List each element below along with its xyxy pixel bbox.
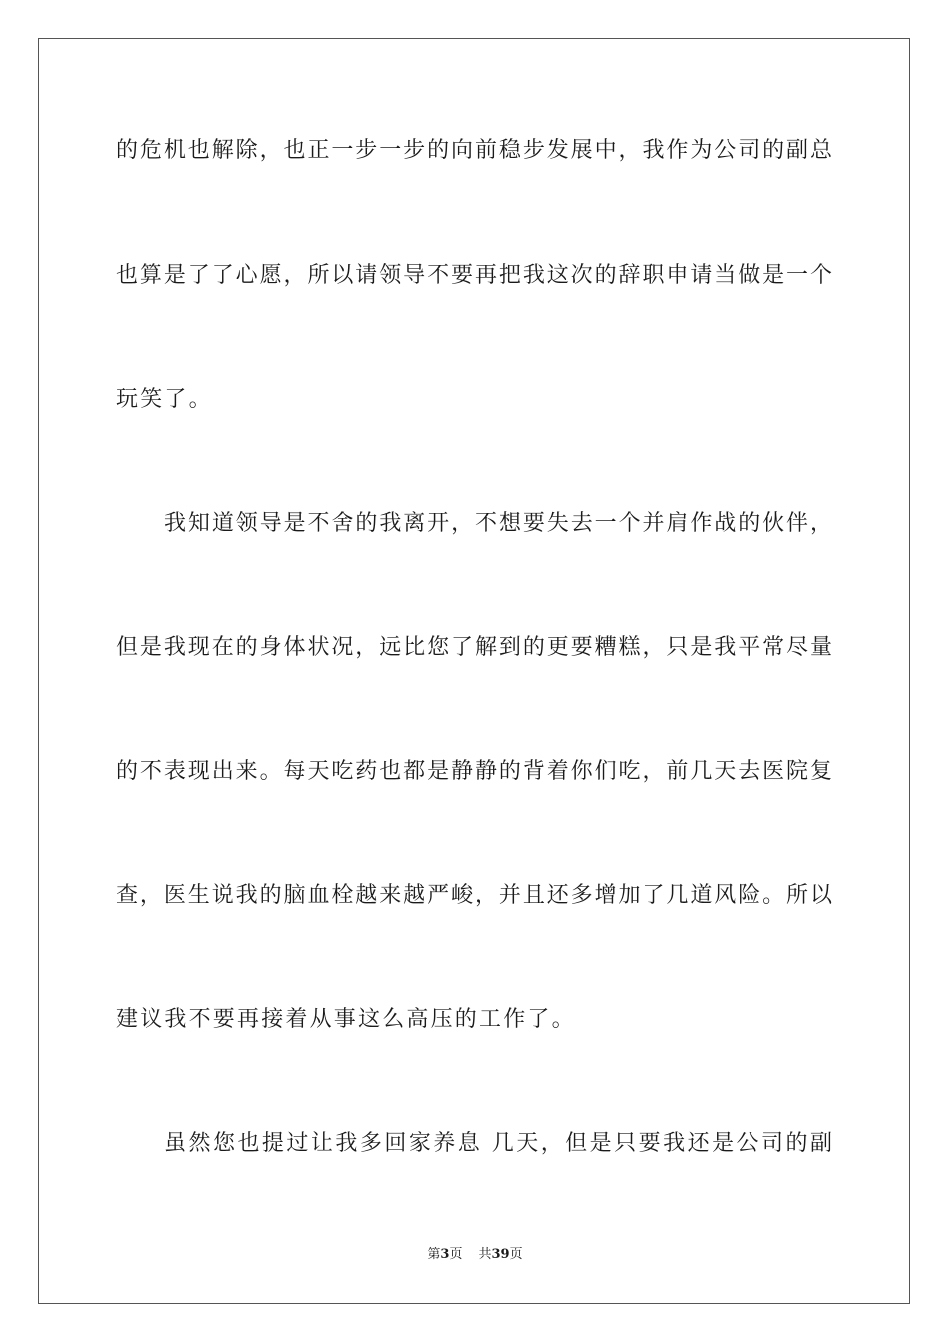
paragraph-first-line: 虽然您也提过让我多回家养息 几天，但是只要我还是公司的副 [164,1131,832,1156]
page-border [38,38,910,1304]
page-prefix: 第 [427,1247,441,1262]
text-line: 查，医生说我的脑血栓越来越严峻，并且还多增加了几道风险。所以 [116,883,832,908]
total-suffix: 页 [509,1247,523,1262]
page-suffix: 页 [449,1247,463,1262]
text-line: 的危机也解除，也正一步一步的向前稳步发展中，我作为公司的副总 [116,138,832,163]
page-footer [0,1246,950,1264]
text-line: 建议我不要再接着从事这么高压的工作了。 [116,1007,576,1032]
total-prefix: 共 [478,1247,492,1262]
text-line: 玩笑了。 [116,387,213,412]
total-pages: 39 [491,1247,510,1262]
text-line: 的不表现出来。每天吃药也都是静静的背着你们吃，前几天去医院复 [116,759,832,784]
text-line: 也算是了了心愿，所以请领导不要再把我这次的辞职申请当做是一个 [116,263,832,288]
page-number: 3 [440,1247,450,1262]
paragraph-first-line: 我知道领导是不舍的我离开，不想要失去一个并肩作战的伙伴， [164,511,832,536]
text-line: 但是我现在的身体状况，远比您了解到的更要糟糕，只是我平常尽量 [116,635,832,660]
